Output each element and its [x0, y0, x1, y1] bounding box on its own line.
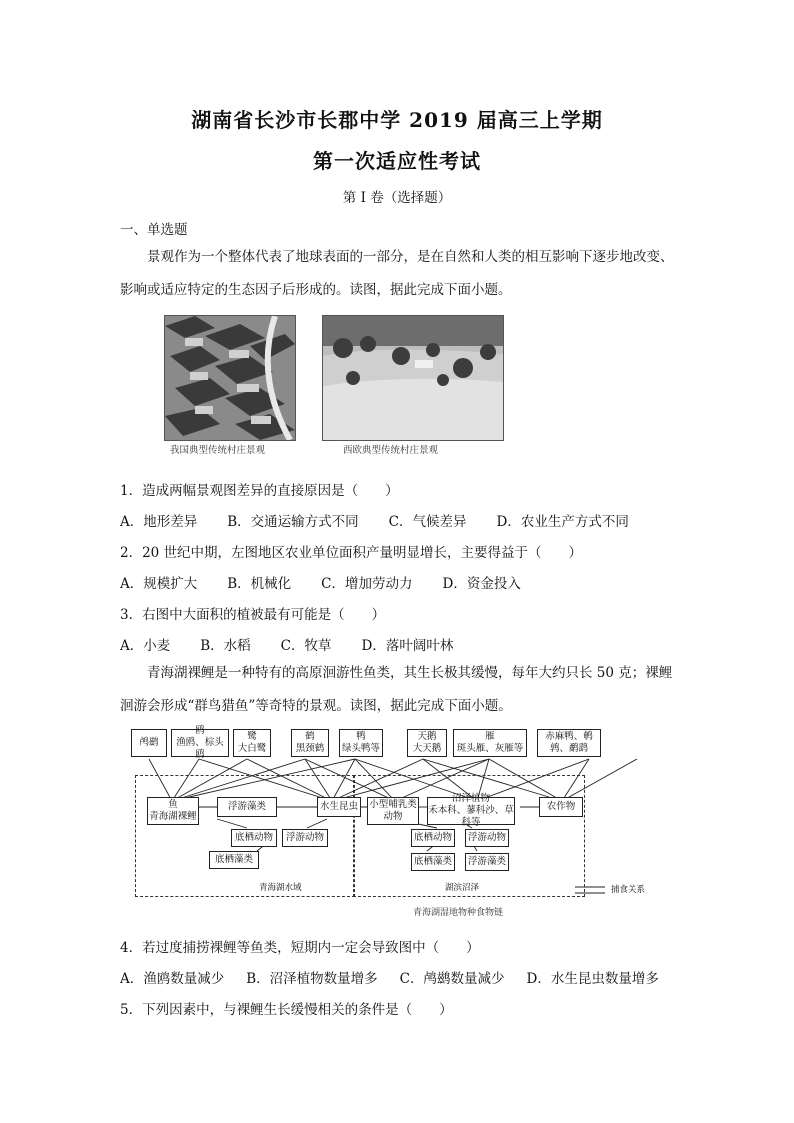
- node-other-birds: 赤麻鸭、鹌鹑、鹬鹞: [537, 729, 601, 757]
- node-duck: 鸭 绿头鸭等: [339, 729, 383, 757]
- option-b: B．沼泽植物数量增多: [246, 971, 378, 987]
- legend-predation: 捕食关系: [611, 885, 646, 895]
- option-d: D．资金投入: [442, 576, 521, 592]
- question-1-options: [120, 510, 659, 530]
- option-b: B．水稻: [200, 638, 251, 654]
- chinese-village-photo: [164, 315, 296, 441]
- option-d: D．农业生产方式不同: [496, 514, 629, 530]
- option-a: A．地形差异: [120, 514, 198, 530]
- food-web-diagram: [127, 723, 659, 921]
- section-heading: 一、单选题: [120, 222, 188, 238]
- exam-title-line2: 第一次适应性考试: [313, 149, 481, 173]
- option-a: A．小麦: [120, 638, 171, 654]
- node-benthic-algae-right: 底栖藻类: [411, 853, 455, 871]
- food-web-caption: 青海湖湿地物种食物链: [413, 908, 504, 918]
- option-b: B．交通运输方式不同: [227, 514, 359, 530]
- node-swan: 天鹅 大天鹅: [407, 729, 447, 757]
- passage-1: 景观作为一个整体代表了地球表面的一部分，是在自然和人类的相互影响下逐步地改变、影响或适应特定的生态因子后形成的。读图，据此完成下面小题。: [120, 249, 674, 298]
- question-1-stem: 1．造成两幅景观图差异的直接原因是（ ）: [120, 483, 399, 499]
- node-aquatic-insects: 水生昆虫: [317, 797, 361, 817]
- western-europe-village-photo: [322, 315, 504, 441]
- node-egret: 鹭 大白鹭: [233, 729, 271, 757]
- option-a: A．规模扩大: [120, 576, 198, 592]
- node-fish: 鱼 青海湖裸鲤: [147, 797, 199, 825]
- node-small-mammals: 小型哺乳类 动物: [367, 797, 419, 825]
- node-marsh-plants: 沼泽植物 禾本科、蓼科沙、草科等: [428, 793, 514, 828]
- region-label-lake: 青海湖水域: [259, 883, 302, 893]
- left-photo-caption: 我国典型传统村庄景观: [170, 445, 266, 456]
- node-benthic-animals-right: 底栖动物: [411, 829, 455, 847]
- node-goose: 雁 斑头雁、灰雁等: [453, 729, 527, 757]
- node-benthic-animals-left: 底栖动物: [231, 829, 277, 847]
- option-a: A．渔鸥数量减少: [120, 971, 225, 987]
- volume-label: 第 I 卷（选择题）: [342, 190, 452, 206]
- question-5-stem: 5．下列因素中，与裸鲤生长缓慢相关的条件是（ ）: [120, 1002, 453, 1018]
- question-4-options: [120, 967, 659, 987]
- option-c: C．牧草: [280, 638, 332, 654]
- option-c: C．鸬鹚数量减少: [399, 971, 505, 987]
- option-d: D．水生昆虫数量增多: [526, 971, 659, 987]
- right-photo-caption: 西欧典型传统村庄景观: [343, 445, 439, 456]
- question-4-stem: 4．若过度捕捞裸鲤等鱼类，短期内一定会导致图中（ ）: [120, 940, 480, 956]
- option-c: C．气候差异: [388, 514, 467, 530]
- node-plankton-algae: 浮游藻类: [217, 797, 277, 817]
- node-plankton-algae-right: 浮游藻类: [465, 853, 509, 871]
- node-cormorant: 鸬鹚: [131, 729, 167, 757]
- question-2-options: [120, 572, 551, 592]
- question-3-options: [120, 634, 483, 654]
- option-d: D．落叶阔叶林: [361, 638, 454, 654]
- node-benthic-algae-left: 底栖藻类: [209, 851, 259, 869]
- node-zooplankton-right: 浮游动物: [465, 829, 509, 847]
- question-2-stem: 2．20 世纪中期，左图地区农业单位面积产量明显增长，主要得益于（ ）: [120, 545, 583, 561]
- option-c: C．增加劳动力: [321, 576, 413, 592]
- option-b: B．机械化: [227, 576, 292, 592]
- node-crane: 鹤 黑颈鹤: [291, 729, 329, 757]
- node-zooplankton-left: 浮游动物: [282, 829, 328, 847]
- passage-2: 青海湖裸鲤是一种特有的高原洄游性鱼类，其生长极其缓慢，每年大约只长 50 克；裸鲤洄游会形成“群鸟猎鱼”等奇特的景观。读图，据此完成下面小题。: [120, 665, 673, 714]
- node-crops: 农作物: [539, 797, 583, 817]
- question-3-stem: 3．右图中大面积的植被最有可能是（ ）: [120, 607, 386, 623]
- exam-title-line1: 湖南省长沙市长郡中学 2019 届高三上学期: [191, 108, 603, 132]
- node-gull: 鸥 渔鸥、棕头鸥: [171, 729, 229, 757]
- region-label-marsh: 湖滨沼泽: [445, 883, 480, 893]
